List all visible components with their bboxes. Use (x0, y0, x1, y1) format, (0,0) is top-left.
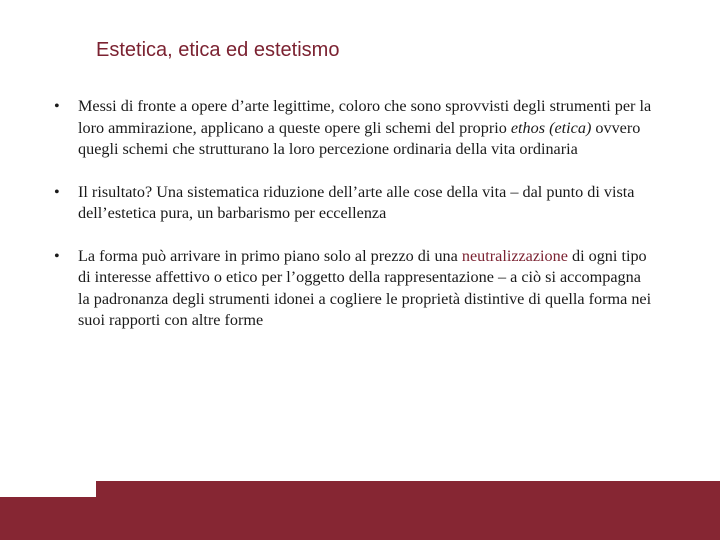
bullet-text: La forma può arrivare in primo piano solo al prezzo di una (78, 246, 462, 265)
bullet-text: Il risultato? Una sistematica riduzione dell’arte alle cose della vita – dal punto di vista dell’estetica pura, un barbarismo per eccellenza (78, 182, 635, 222)
slide-title: Estetica, etica ed estetismo (96, 39, 340, 61)
bullet-item (54, 96, 654, 161)
bullet-marker: • (54, 182, 60, 201)
bullet-marker: • (54, 97, 60, 115)
emphasized-term: ethos (etica) (510, 118, 592, 137)
bullet-text-continued: ovvero quegli schemi che strutturano la loro percezione ordinaria della vita ordinaria (78, 118, 641, 158)
bullet-list (54, 96, 654, 353)
highlighted-term: neutralizzazione (461, 246, 568, 265)
bullet-item (54, 182, 654, 225)
bullet-text-continued: di ogni tipo di interesse affettivo o etico per l’oggetto della rappresentazione – a ciò si accompagna la padronanza degli strumenti idonei a cogliere le proprietà distintive di quella forma nei suoi rapporti con altre forme (78, 246, 652, 329)
bullet-marker: • (54, 246, 60, 265)
bullet-item (54, 246, 654, 332)
footer-band (96, 481, 720, 540)
bullet-text: Messi di fronte a opere d’arte legittime, coloro che sono sprovvisti degli strumenti per la loro ammirazione, applicano a queste opere gli schemi del proprio (78, 97, 652, 137)
